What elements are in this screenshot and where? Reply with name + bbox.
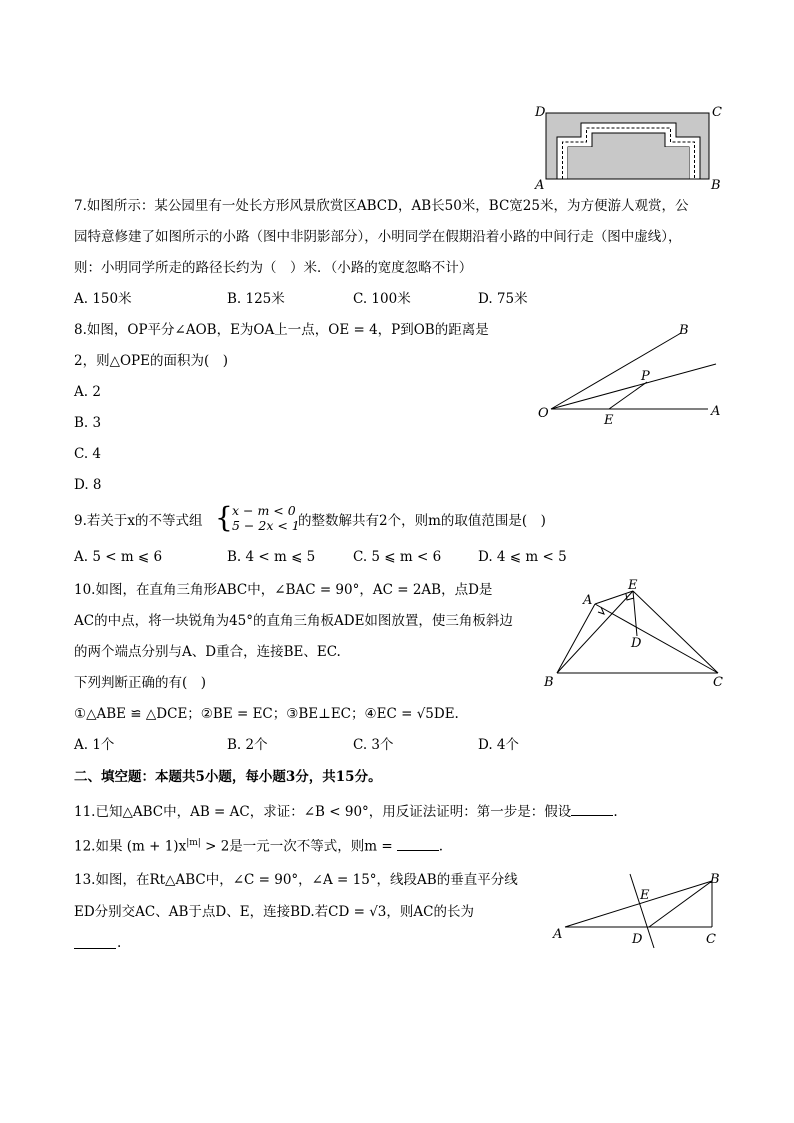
q11-answer-blank <box>571 801 613 816</box>
q9-option-a: A. 5 < m ⩽ 6 <box>74 549 163 565</box>
q8-line2: 2，则△OPE的面积为( ) <box>74 353 229 369</box>
label-E: E <box>604 413 614 428</box>
label-A: A <box>553 927 563 942</box>
q12-prefix: 12.如果 (m + 1)x <box>74 838 187 855</box>
q10-line4: 下列判断正确的有( ) <box>74 675 207 691</box>
label-C: C <box>712 105 722 120</box>
q11-text: 11.已知△ABC中，AB = AC，求证：∠B < 90°，用反证法证明：第一步是：假设 <box>74 804 572 820</box>
q12-exponent: |m| <box>186 838 201 848</box>
q12-answer-blank <box>397 836 439 851</box>
q9-option-b: B. 4 < m ⩽ 5 <box>227 549 316 565</box>
q7-option-a: A. 150米 <box>74 291 132 307</box>
q8-option-d: D. 8 <box>74 477 102 493</box>
q13-period: . <box>117 935 122 951</box>
q13-line1: 13.如图，在Rt△ABC中，∠C = 90°，∠A = 15°，线段AB的垂直平分线 <box>74 872 518 888</box>
q11-line: 11.已知△ABC中，AB = AC，求证：∠B < 90°，用反证法证明：第一步是：假设 . <box>74 801 618 821</box>
q9-system-2: 5 − 2x < 1 <box>232 518 300 533</box>
q7-line1: 7.如图所示：某公园里有一处长方形风景欣赏区ABCD，AB长50米，BC宽25米，为方便游人观赏，公 <box>74 198 689 214</box>
q7-option-d: D. 75米 <box>478 291 528 307</box>
label-C: C <box>706 932 716 947</box>
q10-option-c: C. 3个 <box>353 737 394 753</box>
q8-line1: 8.如图，OP平分∠AOB，E为OA上一点，OE = 4，P到OB的距离是 <box>74 322 489 338</box>
label-A: A <box>583 593 593 608</box>
q10-option-d: D. 4个 <box>478 737 520 753</box>
q10-option-a: A. 1个 <box>74 737 115 753</box>
label-E: E <box>640 888 650 903</box>
q9-suffix: 的整数解共有2个，则m的取值范围是( ) <box>298 513 546 529</box>
label-D: D <box>535 105 546 120</box>
q7-line3: 则：小明同学所走的路径长约为（ ）米．（小路的宽度忽略不计） <box>74 260 473 276</box>
label-B: B <box>711 178 721 193</box>
q10-line2: AC的中点，将一块锐角为45°的直角三角板ADE如图放置，使三角板斜边 <box>74 613 513 629</box>
label-D: D <box>631 636 642 651</box>
q9-option-c: C. 5 ⩽ m < 6 <box>353 549 442 565</box>
q8-option-c: C. 4 <box>74 446 102 462</box>
right-triangle-figure <box>540 576 730 691</box>
system-brace: { <box>215 501 233 534</box>
label-D: D <box>632 932 643 947</box>
q12-line <box>74 834 443 856</box>
label-B: B <box>679 323 689 338</box>
label-B: B <box>710 872 720 887</box>
q13-line2: ED分别交AC、AB于点D、E，连接BD.若CD = √3，则AC的长为 <box>74 904 474 920</box>
park-figure <box>533 101 728 193</box>
q10-option-b: B. 2个 <box>227 737 268 753</box>
q9-system-1: x − m < 0 <box>232 503 296 518</box>
q10-line1: 10.如图，在直角三角形ABC中，∠BAC = 90°，AC = 2AB，点D是 <box>74 582 493 598</box>
q13-answer-blank <box>74 934 116 949</box>
label-A: A <box>711 404 721 419</box>
q10-line3: 的两个端点分别与A、D重合，连接BE、EC. <box>74 644 341 660</box>
q9-option-d: D. 4 ⩽ m < 5 <box>478 549 567 565</box>
q8-option-b: B. 3 <box>74 415 102 431</box>
section-heading: 二、填空题：本题共5小题，每小题3分，共15分。 <box>74 769 382 785</box>
perpendicular-bisector-figure <box>550 868 730 953</box>
q12-suffix: > 2是一元一次不等式，则m = <box>200 838 393 855</box>
q10-line5: ①△ABE ≌ △DCE；②BE = EC；③BE⊥EC；④EC = √5DE. <box>74 706 459 722</box>
label-C: C <box>713 675 723 690</box>
label-A: A <box>535 178 545 193</box>
angle-bisector-figure <box>533 318 733 430</box>
q7-option-b: B. 125米 <box>227 291 285 307</box>
label-O: O <box>538 406 549 421</box>
q8-option-a: A. 2 <box>74 384 101 400</box>
q7-line2: 园特意修建了如图所示的小路（图中非阴影部分），小明同学在假期沿着小路的中间行走（图中虚线）， <box>74 229 682 245</box>
q9-prefix: 9.若关于x的不等式组 <box>74 513 203 529</box>
label-E: E <box>628 578 638 593</box>
q7-option-c: C. 100米 <box>353 291 411 307</box>
label-B: B <box>544 675 554 690</box>
q12-end: . <box>438 838 443 855</box>
label-P: P <box>641 369 650 384</box>
